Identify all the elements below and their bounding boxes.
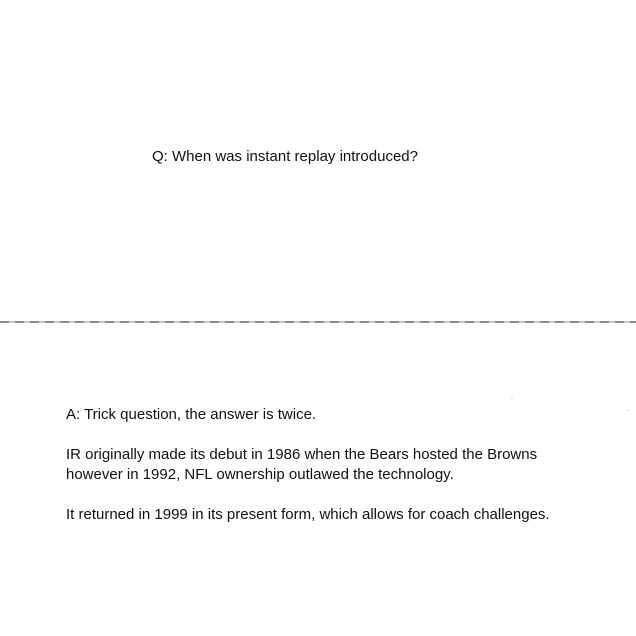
- scan-speck: [510, 398, 513, 399]
- answer-intro: A: Trick question, the answer is twice.: [66, 406, 317, 423]
- answer-paragraph-history-line-1: IR originally made its debut in 1986 when the Bears hosted the Browns: [66, 446, 538, 463]
- answer-block: [66, 405, 626, 545]
- dashed-divider: [0, 317, 636, 327]
- answer-paragraph-return: It returned in 1999 in its present form, which allows for coach challenges.: [66, 506, 550, 523]
- answer-paragraph-history-line-2: however in 1992, NFL ownership outlawed the technology.: [66, 466, 454, 483]
- answer-paragraph-history: [66, 445, 626, 485]
- question-text: Q: When was instant replay introduced?: [152, 148, 418, 165]
- scan-speck: [626, 410, 629, 411]
